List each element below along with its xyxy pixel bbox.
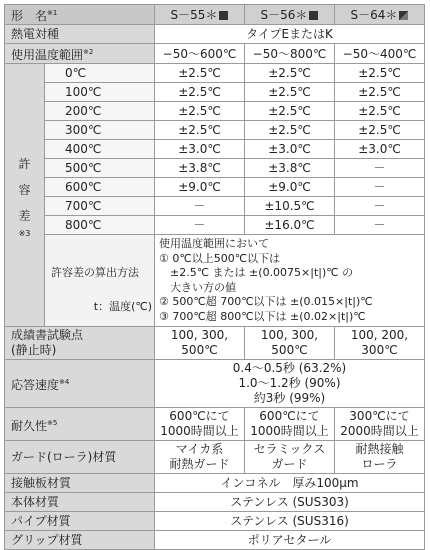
tolerance-value: ±3.0℃: [155, 140, 245, 159]
guide-row: [5, 441, 425, 474]
tolerance-row: [5, 178, 425, 197]
tolerance-temp: 0℃: [45, 64, 155, 83]
tolerance-row: [5, 140, 425, 159]
tolerance-calc-temp: t：温度(℃): [93, 299, 152, 313]
test-point-value: 100, 300, 500℃: [155, 327, 245, 360]
tolerance-value: ±2.5℃: [335, 121, 425, 140]
tolerance-value: －: [155, 216, 245, 235]
spec-table-wrapper: [4, 4, 424, 550]
tolerance-value: ±10.5℃: [245, 197, 335, 216]
durability-note: ※5: [47, 418, 58, 427]
grip-material-row: [5, 531, 425, 550]
durability-row: [5, 408, 425, 441]
tolerance-value: ±16.0℃: [245, 216, 335, 235]
tolerance-value: －: [335, 159, 425, 178]
pipe-material-row: [5, 512, 425, 531]
tolerance-value: ±3.8℃: [245, 159, 335, 178]
calc-line: 使用温度範囲において: [159, 237, 269, 250]
response-line: 1.0～1.2秒 (90%): [238, 376, 341, 390]
thermocouple-row: [5, 25, 425, 44]
tolerance-calc-row: [5, 235, 425, 327]
model-s55: S－55＊: [155, 5, 245, 25]
tolerance-row: [5, 197, 425, 216]
tolerance-temp: 100℃: [45, 83, 155, 102]
range-label-cell: [5, 44, 155, 64]
range-row: [5, 44, 425, 64]
durability-value: 600℃にて 1000時間以上: [155, 408, 245, 441]
tolerance-row: [5, 216, 425, 235]
body-material-row: [5, 493, 425, 512]
test-point-label-cell: [5, 327, 155, 360]
tolerance-value: ±3.8℃: [155, 159, 245, 178]
range-label: 使用温度範囲: [11, 48, 84, 62]
tolerance-value: －: [335, 197, 425, 216]
tolerance-value: ±2.5℃: [155, 64, 245, 83]
durability-label-cell: [5, 408, 155, 441]
tolerance-calc-label-cell: [45, 235, 155, 327]
tolerance-calc-body: [155, 235, 425, 327]
black-square-icon: [219, 11, 228, 20]
tolerance-calc-label: 許容差の算出方法: [51, 265, 139, 279]
durability-label: 耐久性: [11, 418, 48, 433]
calc-line: 大きい方の値: [159, 280, 236, 294]
black-square-icon: [399, 11, 408, 20]
range-value: −50～800℃: [245, 44, 335, 64]
tolerance-row: [5, 121, 425, 140]
guide-value: 耐熱接触 ローラ: [335, 441, 425, 474]
tolerance-row: [5, 64, 425, 83]
contact-value: インコネル 厚み100μm: [155, 474, 425, 493]
response-note: ※4: [59, 378, 70, 386]
body-material-value: ステンレス (SUS303): [155, 493, 425, 512]
thermocouple-label: 熱電対種: [5, 25, 155, 44]
tolerance-value: ±2.5℃: [155, 83, 245, 102]
tolerance-char: 許: [18, 157, 31, 171]
model-s56: S－56＊: [245, 5, 335, 25]
tolerance-row: [5, 102, 425, 121]
tolerance-value: －: [335, 216, 425, 235]
tolerance-temp: 700℃: [45, 197, 155, 216]
tolerance-value: ±9.0℃: [245, 178, 335, 197]
calc-line: ① 0℃以上500℃以下は: [159, 251, 281, 265]
tolerance-value: ±2.5℃: [335, 102, 425, 121]
response-values: [155, 360, 425, 408]
range-value: −50～600℃: [155, 44, 245, 64]
header-note: ※1: [47, 9, 58, 17]
calc-line: ±2.5℃ または ±(0.0075×|t|)℃ の: [159, 266, 354, 279]
tolerance-value: ±2.5℃: [245, 64, 335, 83]
tolerance-row: [5, 159, 425, 178]
test-point-value: 100, 200, 300℃: [335, 327, 425, 360]
range-note: ※2: [83, 48, 94, 56]
response-label: 応答速度: [11, 378, 60, 392]
pipe-material-label: パイプ材質: [5, 512, 155, 531]
tolerance-temp: 300℃: [45, 121, 155, 140]
tolerance-label-cell: [5, 64, 45, 327]
header-label-cell: [5, 5, 155, 25]
tolerance-char: 容: [18, 183, 31, 197]
tolerance-value: ±3.0℃: [335, 140, 425, 159]
tolerance-value: ±2.5℃: [245, 83, 335, 102]
guide-value: セラミックス ガード: [245, 441, 335, 474]
response-line: 約3秒 (99%): [253, 391, 326, 405]
contact-label: 接触板材質: [5, 474, 155, 493]
range-value: −50～400℃: [335, 44, 425, 64]
tolerance-value: ±2.5℃: [335, 64, 425, 83]
tolerance-value: ±2.5℃: [335, 83, 425, 102]
tolerance-value: ±2.5℃: [245, 102, 335, 121]
response-line: 0.4～0.5秒 (63.2%): [232, 361, 347, 375]
calc-line: ③ 700℃超 800℃以下は ±(0.02×|t|)℃: [159, 309, 366, 323]
tolerance-temp: 400℃: [45, 140, 155, 159]
durability-value: 600℃にて 1000時間以上: [245, 408, 335, 441]
grip-material-label: グリップ材質: [5, 531, 155, 550]
black-square-icon: [309, 11, 318, 20]
tolerance-value: ±9.0℃: [155, 178, 245, 197]
tolerance-char: 差: [18, 209, 31, 223]
response-row: [5, 360, 425, 408]
body-material-label: 本体材質: [5, 493, 155, 512]
calc-line: ② 500℃超 700℃以下は ±(0.015×|t|)℃: [159, 295, 373, 308]
model-s64: S－64＊: [335, 5, 425, 25]
tolerance-value: ±2.5℃: [155, 102, 245, 121]
test-point-label: 成績書試験点: [11, 328, 84, 342]
header-row: [5, 5, 425, 25]
test-point-row: [5, 327, 425, 360]
test-point-sublabel: (静止時): [11, 343, 57, 357]
spec-table: [4, 4, 425, 550]
tolerance-value: ±2.5℃: [245, 121, 335, 140]
tolerance-row: [5, 83, 425, 102]
guide-label: ガード(ローラ)材質: [5, 441, 155, 474]
pipe-material-value: ステンレス (SUS316): [155, 512, 425, 531]
tolerance-value: ±3.0℃: [245, 140, 335, 159]
thermocouple-value: タイプEまたはK: [155, 25, 425, 44]
tolerance-temp: 600℃: [45, 178, 155, 197]
tolerance-note: ※3: [18, 229, 31, 238]
test-point-value: 100, 300, 500℃: [245, 327, 335, 360]
grip-material-value: ポリアセタール: [155, 531, 425, 550]
response-label-cell: [5, 360, 155, 408]
contact-row: [5, 474, 425, 493]
durability-value: 300℃にて 2000時間以上: [335, 408, 425, 441]
header-label: 形 名: [11, 9, 48, 23]
tolerance-value: －: [335, 178, 425, 197]
tolerance-temp: 200℃: [45, 102, 155, 121]
tolerance-value: －: [155, 197, 245, 216]
guide-value: マイカ系 耐熱ガード: [155, 441, 245, 474]
tolerance-temp: 500℃: [45, 159, 155, 178]
tolerance-temp: 800℃: [45, 216, 155, 235]
tolerance-value: ±2.5℃: [155, 121, 245, 140]
